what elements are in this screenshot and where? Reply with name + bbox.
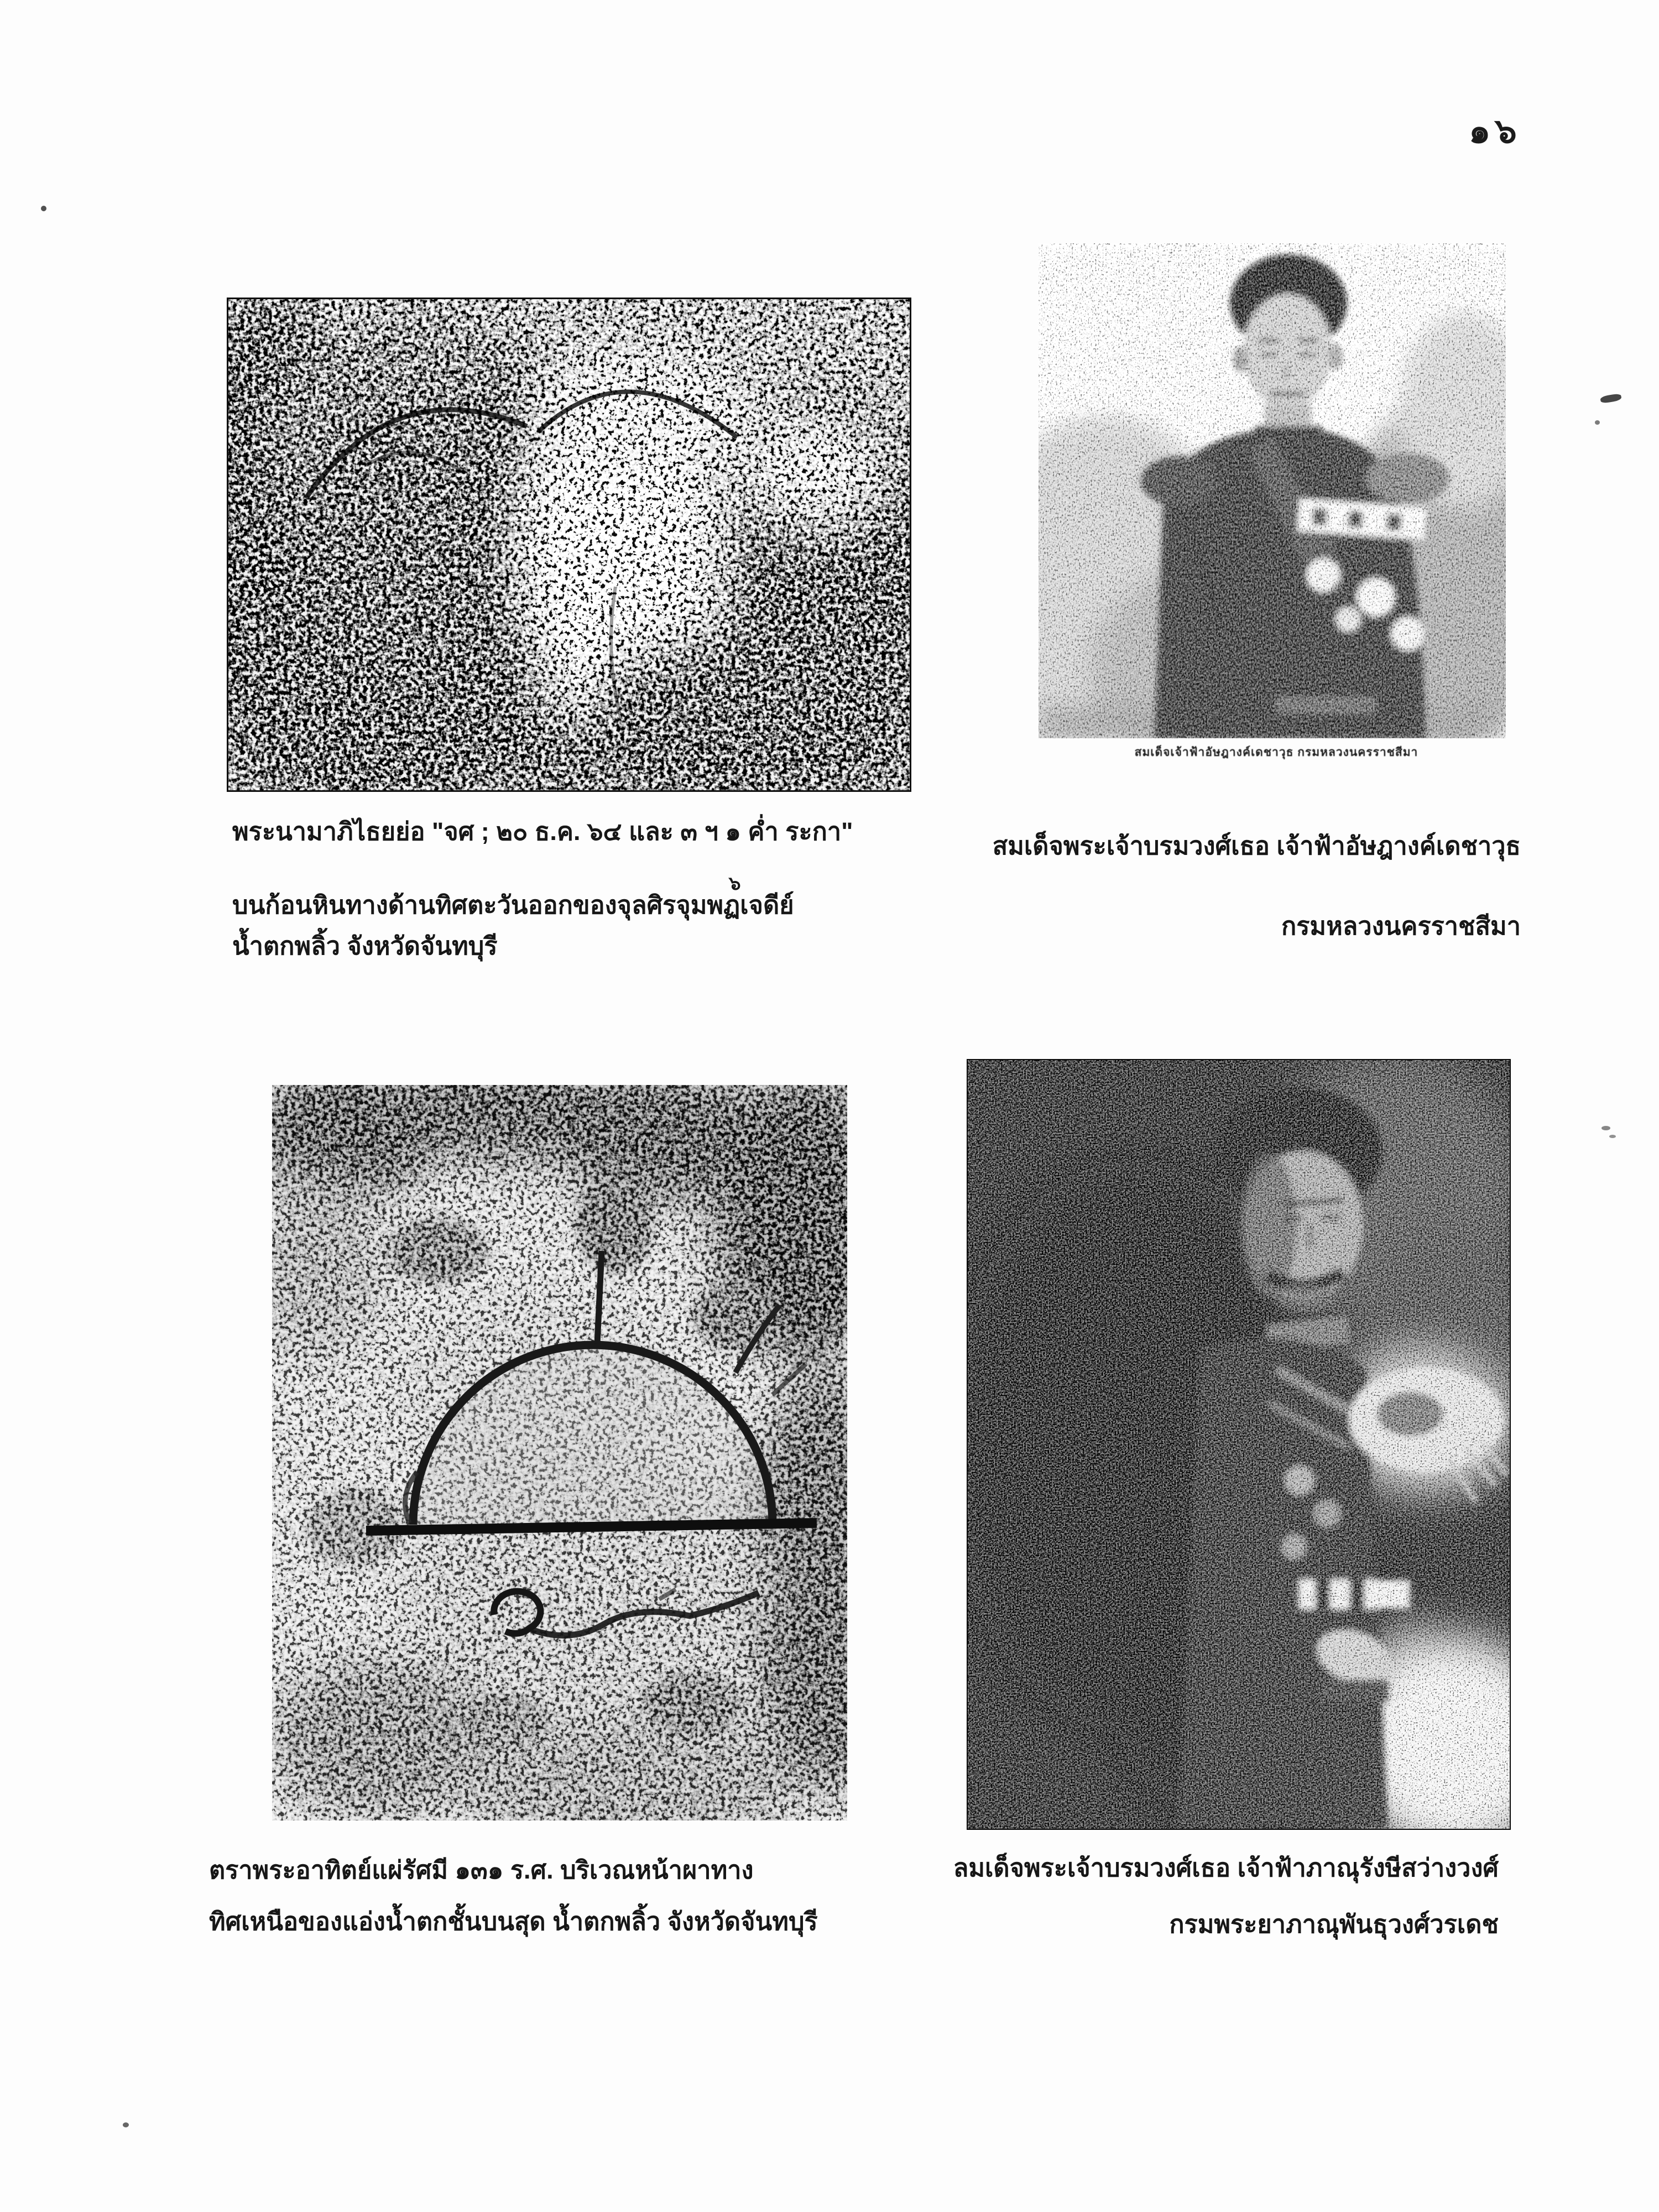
scan-speck	[1609, 1135, 1616, 1138]
medal	[1282, 1535, 1306, 1559]
caption-line: ทิศเหนือของแอ่งน้ำตกชั้นบนสุด น้ำตกพลิ้ว จังหวัดจันทบุรี	[209, 1907, 818, 1936]
scan-speck	[41, 206, 46, 211]
rock-face-art	[272, 1085, 847, 1820]
caption-line: กรมพระยาภาณุพันธุวงศ์วรเดช	[1169, 1910, 1499, 1939]
caption-line: สมเด็จพระเจ้าบรมวงศ์เธอ เจ้าฟ้าอัษฎางค์เดชาวุธ	[992, 832, 1521, 860]
sun-carving-photo	[272, 1085, 847, 1820]
portrait-art	[968, 1060, 1510, 1829]
caption-line: ลมเด็จพระเจ้าบรมวงศ์เธอ เจ้าฟ้าภาณุรังษีสว่างวงศ์	[953, 1854, 1499, 1882]
figure-caption-sun-carving	[209, 1854, 950, 1938]
portrait-art	[1039, 243, 1506, 738]
royal-portrait-photo-bhanurangsi	[967, 1059, 1511, 1830]
caption-line: พระนามาภิไธยย่อ "จศ ; ๒๐ ธ.ค. ๖๔ และ ๓ ฯ ๑ ค่ำ ระกา"	[232, 817, 853, 846]
scan-speck	[123, 2122, 129, 2127]
figure-caption-portrait-asdang	[912, 830, 1521, 943]
medal-star	[1357, 578, 1395, 616]
caption-line: กรมหลวงนครราชสีมา	[1281, 912, 1521, 941]
epaulette	[1366, 453, 1449, 503]
rock-inscription-photo	[227, 298, 911, 792]
scan-speck	[1595, 420, 1600, 425]
caption-line: บนก้อนหินทางด้านทิศตะวันออกของจุลศิรจุมพฏเจดีย์	[232, 891, 794, 920]
caption-line: ตราพระอาทิตย์แผ่รัศมี ๑๓๑ ร.ศ. บริเวณหน้าผาทาง	[209, 1856, 754, 1884]
page-number: ๑๖	[1469, 112, 1521, 150]
royal-portrait-photo-asdang	[1039, 243, 1506, 738]
medal-star	[1391, 617, 1425, 650]
medal	[1314, 1500, 1340, 1527]
figure-caption-rock-inscription	[232, 815, 951, 962]
photo-embedded-caption: สมเด็จเจ้าฟ้าอัษฎางค์เดชาวุธ กรมหลวงนครราชสีมา	[1134, 746, 1418, 759]
caption-line: น้ำตกพลิ้ว จังหวัดจันทบุรี	[232, 931, 498, 960]
footnote-mark: ๖	[729, 873, 741, 894]
scan-speck	[1600, 393, 1622, 404]
scan-speck	[1601, 1126, 1610, 1130]
figure-caption-portrait-bhanurangsi	[863, 1851, 1499, 1941]
medal	[1285, 1466, 1314, 1495]
rock-inscription-art	[228, 299, 910, 790]
